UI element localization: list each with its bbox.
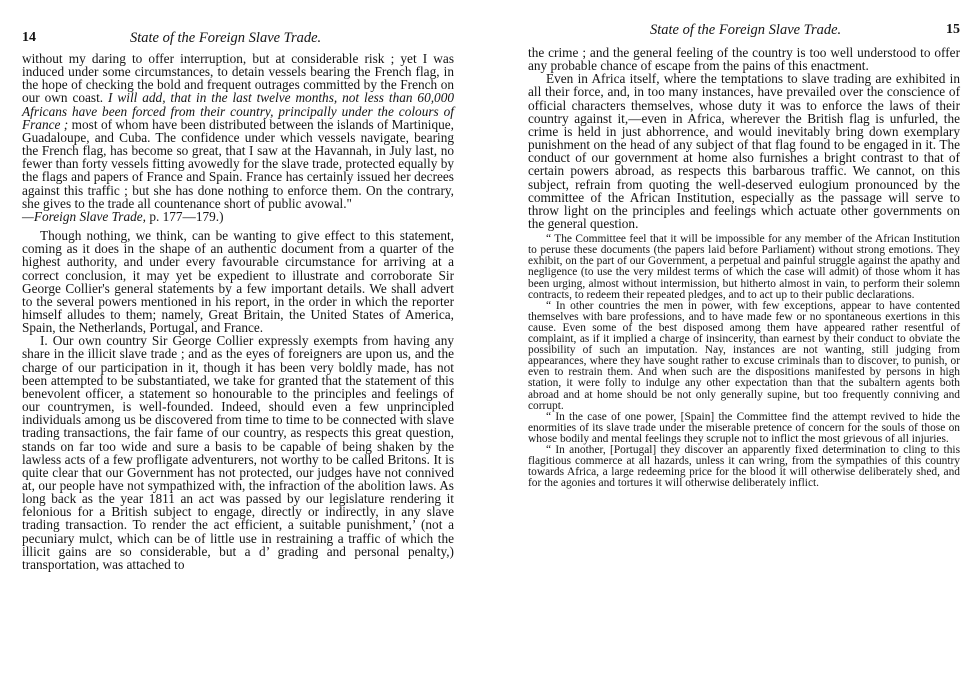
right-page-body <box>528 46 960 489</box>
right-page <box>528 0 960 692</box>
quotation-paragraph: “ In other countries the men in power, with few exceptions, appear to have contented themselves with bare professions, and to have made few or no spontaneous exertions in this cause. Even some of the best disposed among them have appeared rather resentful of complaint, as if it implied a charge of insincerity, than earnest by their conduct to obviate the possibility of such an imputation. Nay, instances are not wanting, still judging from appearances, where they have sought rather to excuse criminals than to discover, to punish, or even to restrain them. And when such are the dispositions manifested by persons in high station, it were folly to indulge any other expectation than that the subaltern agents both abroad and at home should be not only generally supine, but too frequently conniving and corrupt. <box>528 299 960 412</box>
quotation-citation: —Foreign Slave Trade, <box>22 208 146 224</box>
quotation-paragraph <box>22 52 454 223</box>
quotation-italic-text: I will add, that in the last twelve months, not less than 60,000 Africans have been forced from their country, principally under the colours of France ; <box>22 90 455 132</box>
quotation-text: without my daring to offer interruption, but at considerable risk ; yet I was induced under some circumstances, to detain vessels bearing the French flag, in the hope of checking the bold and frequent outrages committed by the French on our own coast. <box>22 51 454 106</box>
quotation-citation-pages: p. 177—179.) <box>149 208 224 224</box>
page-number: 14 <box>22 30 36 45</box>
body-paragraph: Even in Africa itself, where the temptations to slave trading are exhibited in all their force, and, in too many instances, have prevailed over the conscience of official characters themselves, whose duty it was to enforce the laws of their country against it,—even in Africa, wherever the British flag is unfurled, the crime is held in just abhorrence, and would inevitably bring down exemplary punishment on the head of any subject of that flag found to be engaged in it. The conduct of our government at home also furnishes a bright contrast to that of certain powers abroad, as respects this barbarous traffic. We cannot, on this subject, refrain from quoting the well-deserved eulogium pronounced by the committee of the African Institution, especially as the passage will serve to throw light on the principles and feelings which actuate other governments on the general question. <box>528 71 960 232</box>
right-page-header <box>528 22 960 44</box>
body-paragraph: Though nothing, we think, can be wanting to give effect to this statement, coming as it does in the shape of an authentic document from a quarter of the highest authority, and under every favourable circumstance for arriving at a correct conclusion, it may yet be expedient to illustrate and corroborate Sir George Collier's general statements by a few important details. We shall advert to the several powers mentioned in his report, in the order in which the reporter himself alludes to them; namely, Great Britain, the United States of America, Spain, the Netherlands, Portugal, and France. <box>22 228 454 336</box>
running-title: State of the Foreign Slave Trade. <box>130 30 322 46</box>
quotation-paragraph: “ The Committee feel that it will be impossible for any member of the African Institution to peruse these documents (the papers laid before Parliament) without strong emotions. They exhibit, on the part of our Government, a perpetual and painful struggle against the apathy and negligence (to use the very mildest terms of which the case will admit) of those whom it has been urging, almost without intermission, but hitherto almost in vain, to perform their solemn contracts, to redeem their repeated pledges, and to act up to their public declarations. <box>528 233 960 301</box>
page-number: 15 <box>946 22 960 37</box>
left-page <box>22 0 454 692</box>
quotation-text-continued: most of whom have been distributed between the islands of Martinique, Guadaloupe, and Cuba. The confidence under which vessels navigate, bearing the French flag, has become so great, that I saw at the Havannah, in July last, no fewer than forty vessels fitting avowedly for the slave trade, protected equally by the flags and papers of France and Spain. France has certainly issued her decrees against this traffic ; but she has done nothing to enforce them. On the contrary, she gives to the trade all countenance short of public avowal." <box>22 116 455 211</box>
body-paragraph: I. Our own country Sir George Collier expressly exempts from having any share in the illicit slave trade ; and as the eyes of foreigners are upon us, and the charge of our participation in it, though it has been very boldly made, has not been attempted to be substantiated, we take for granted that the statement of this benevolent officer, a statement so honourable to the principles and feelings of our countrymen, is well-founded. Indeed, should even a few unprincipled individuals among us be discovered from time to time to be connected with slave trading transactions, the fair fame of our country, as respects this great question, stands on far too wide and sure a basis to be capable of being shaken by the lawless acts of a few profligate adventurers, not worthy to be called Britons. It is quite clear that our Government has not protected, our judges have not connived at, our people have not sympathized with, the infraction of the abolition laws. As long back as the year 1811 an act was passed by our legislature rendering it felonious for a British subject to engage, directly or indirectly, in any slave trading transaction. To render the act efficient, a suitable punishment,’ (not a pecuniary mulct, which can be of little use in restraining a traffic of which the illicit gains are so considerable, but a d’ grading and personal penalty,) transportation, was attached to <box>22 333 454 572</box>
left-page-body <box>22 52 454 571</box>
quotation-paragraph: “ In another, [Portugal] they discover an apparently fixed determination to cling to this flagitious commerce at all hazards, unless it can wring, from the sympathies of this country towards Africa, a large redeeming price for the blood it will otherwise deliberately shed, and for the agonies and tortures it will otherwise deliberately inflict. <box>528 443 960 490</box>
body-paragraph: the crime ; and the general feeling of the country is too well understood to offer any probable chance of escape from the pains of this enactment. <box>528 45 960 74</box>
left-page-header <box>22 30 454 52</box>
running-title: State of the Foreign Slave Trade. <box>650 22 842 38</box>
quotation-paragraph: “ In the case of one power, [Spain] the Committee find the attempt revived to hide the enormities of its slave trade under the miserable pretence of concern for the souls of those on whose bodily and mental feelings they scruple not to inflict the most grievous of all injuries. <box>528 410 960 445</box>
